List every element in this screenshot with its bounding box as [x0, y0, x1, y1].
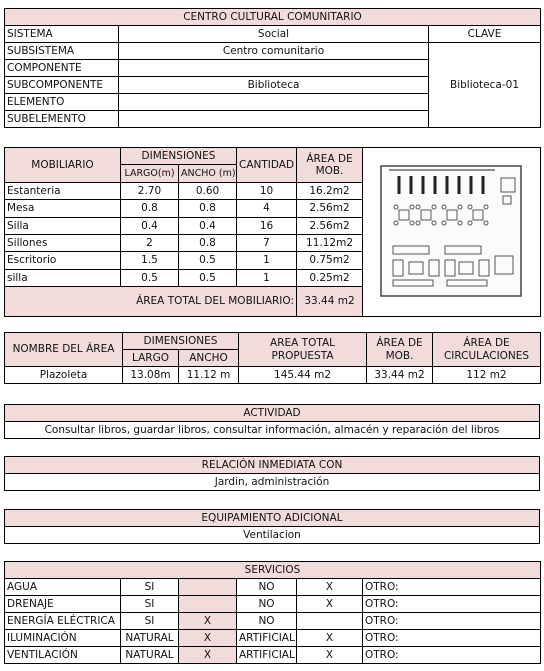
equipamiento-table — [4, 509, 540, 544]
mob-area: 0.25m2 — [297, 269, 363, 286]
servicio-label: AGUA — [5, 579, 121, 596]
col-area-l1: ÁREA DE — [306, 152, 353, 165]
col-total-l2: PROPUESTA — [271, 349, 334, 362]
mob-name: Escritorio — [5, 252, 121, 269]
servicio-label: ENERGÍA ELÉCTRICA — [5, 613, 121, 630]
mob-area: 11.12m2 — [297, 235, 363, 252]
table-row — [5, 596, 541, 613]
servicio-mark2: X — [297, 630, 363, 647]
mob-ancho: 0.8 — [179, 200, 237, 217]
equipamiento-value: Ventilacion — [5, 527, 540, 544]
subcomponente-label: SUBCOMPONENTE — [5, 77, 119, 94]
col-area-l2: MOB. — [315, 164, 344, 177]
col-largo: LARGO(m) — [121, 165, 179, 182]
servicio-label: VENTILACIÓN — [5, 647, 121, 664]
servicio-mark1 — [179, 596, 237, 613]
col-nombre-area: NOMBRE DEL ÁREA — [5, 333, 123, 367]
area-table — [4, 332, 541, 384]
col-circ-l1: ÁREA DE — [463, 337, 510, 350]
mob-ancho: 0.4 — [179, 217, 237, 234]
area-circ: 112 m2 — [433, 367, 541, 384]
mob-cantidad: 1 — [237, 252, 297, 269]
mob-area: 2.56m2 — [297, 200, 363, 217]
servicio-opt1: SI — [121, 613, 179, 630]
mob-area: 0.75m2 — [297, 252, 363, 269]
servicio-opt1: NATURAL — [121, 630, 179, 647]
mob-largo: 2 — [121, 235, 179, 252]
mob-area: 2.56m2 — [297, 217, 363, 234]
clave-value: Biblioteca-01 — [429, 43, 541, 128]
mob-cantidad: 4 — [237, 200, 297, 217]
componente-label: COMPONENTE — [5, 60, 119, 77]
mob-largo: 0.8 — [121, 200, 179, 217]
mob-cantidad: 7 — [237, 235, 297, 252]
sistema-label: SISTEMA — [5, 26, 119, 43]
equipamiento-title: EQUIPAMIENTO ADICIONAL — [5, 510, 540, 527]
area-total: 145.44 m2 — [239, 367, 367, 384]
servicio-opt2: NO — [237, 596, 297, 613]
servicio-label: DRENAJE — [5, 596, 121, 613]
col-area-total — [239, 333, 367, 367]
servicio-mark1: X — [179, 647, 237, 664]
servicio-mark2: X — [297, 647, 363, 664]
area-ancho: 11.12 m — [179, 367, 239, 384]
mobiliario-table — [4, 147, 541, 317]
servicios-title: SERVICIOS — [5, 562, 541, 579]
relacion-table — [4, 456, 540, 491]
mob-name: Sillones — [5, 235, 121, 252]
mob-largo: 0.4 — [121, 217, 179, 234]
servicio-mark1 — [179, 579, 237, 596]
mob-name: Estanteria — [5, 182, 121, 199]
col-largo: LARGO — [123, 350, 179, 367]
col-dimensiones: DIMENSIONES — [121, 148, 237, 165]
floor-plan-drawing — [363, 148, 541, 316]
mob-area: 16.2m2 — [297, 182, 363, 199]
mob-cantidad: 1 — [237, 269, 297, 286]
col-circ-l2: CIRCULACIONES — [443, 349, 530, 362]
servicio-otro: OTRO: — [363, 647, 541, 664]
servicio-opt2: NO — [237, 579, 297, 596]
col-mobiliario: MOBILIARIO — [5, 148, 121, 183]
actividad-title: ACTIVIDAD — [5, 405, 540, 422]
servicio-mark2: X — [297, 596, 363, 613]
col-area-mob — [297, 148, 363, 183]
general-title: CENTRO CULTURAL COMUNITARIO — [5, 9, 541, 26]
table-row — [5, 630, 541, 647]
mob-ancho: 0.8 — [179, 235, 237, 252]
actividad-table — [4, 404, 540, 439]
elemento-value — [119, 94, 429, 111]
actividad-value: Consultar libros, guardar libros, consultar información, almacén y reparación del libros — [5, 422, 540, 439]
table-row — [5, 613, 541, 630]
servicio-mark2 — [297, 613, 363, 630]
mob-largo: 0.5 — [121, 269, 179, 286]
subelemento-label: SUBELEMENTO — [5, 111, 119, 128]
col-area-circ — [433, 333, 541, 367]
col-area-mob — [367, 333, 433, 367]
servicio-otro: OTRO: — [363, 630, 541, 647]
componente-value — [119, 60, 429, 77]
mob-cantidad: 16 — [237, 217, 297, 234]
relacion-value: Jardin, administración — [5, 474, 540, 491]
servicio-opt2: NO — [237, 613, 297, 630]
col-ancho: ANCHO (m) — [179, 165, 237, 182]
servicio-otro: OTRO: — [363, 579, 541, 596]
mob-name: silla — [5, 269, 121, 286]
subelemento-value — [119, 111, 429, 128]
servicio-mark1: X — [179, 613, 237, 630]
servicio-opt1: SI — [121, 596, 179, 613]
area-largo: 13.08m — [123, 367, 179, 384]
floor-plan — [363, 148, 541, 317]
mob-name: Mesa — [5, 200, 121, 217]
servicios-table — [4, 561, 541, 664]
mob-cantidad: 10 — [237, 182, 297, 199]
subsistema-label: SUBSISTEMA — [5, 43, 119, 60]
servicio-mark1: X — [179, 630, 237, 647]
col-ancho: ANCHO — [179, 350, 239, 367]
mob-total-label: ÁREA TOTAL DEL MOBILIARIO: — [5, 287, 297, 317]
servicio-otro: OTRO: — [363, 596, 541, 613]
mob-ancho: 0.60 — [179, 182, 237, 199]
servicio-opt1: NATURAL — [121, 647, 179, 664]
servicio-mark2: X — [297, 579, 363, 596]
subcomponente-value: Biblioteca — [119, 77, 429, 94]
elemento-label: ELEMENTO — [5, 94, 119, 111]
area-nombre: Plazoleta — [5, 367, 123, 384]
table-row — [5, 367, 541, 384]
servicio-opt2: ARTIFICIAL — [237, 630, 297, 647]
mob-largo: 1.5 — [121, 252, 179, 269]
subsistema-value: Centro comunitario — [119, 43, 429, 60]
mob-ancho: 0.5 — [179, 269, 237, 286]
mob-total-value: 33.44 m2 — [297, 287, 363, 317]
area-mob: 33.44 m2 — [367, 367, 433, 384]
servicio-opt2: ARTIFICIAL — [237, 647, 297, 664]
col-mob-l2: MOB. — [385, 349, 414, 362]
general-table — [4, 8, 541, 128]
mob-ancho: 0.5 — [179, 252, 237, 269]
col-mob-l1: ÁREA DE — [376, 337, 423, 350]
col-total-l1: AREA TOTAL — [270, 337, 335, 350]
table-row — [5, 647, 541, 664]
col-cantidad: CANTIDAD — [237, 148, 297, 183]
table-row — [5, 579, 541, 596]
mob-largo: 2.70 — [121, 182, 179, 199]
servicio-opt1: SI — [121, 579, 179, 596]
servicio-otro: OTRO: — [363, 613, 541, 630]
clave-label: CLAVE — [429, 26, 541, 43]
sistema-value: Social — [119, 26, 429, 43]
mob-name: Silla — [5, 217, 121, 234]
relacion-title: RELACIÓN INMEDIATA CON — [5, 457, 540, 474]
col-dimensiones: DIMENSIONES — [123, 333, 239, 350]
servicio-label: ILUMINACIÓN — [5, 630, 121, 647]
